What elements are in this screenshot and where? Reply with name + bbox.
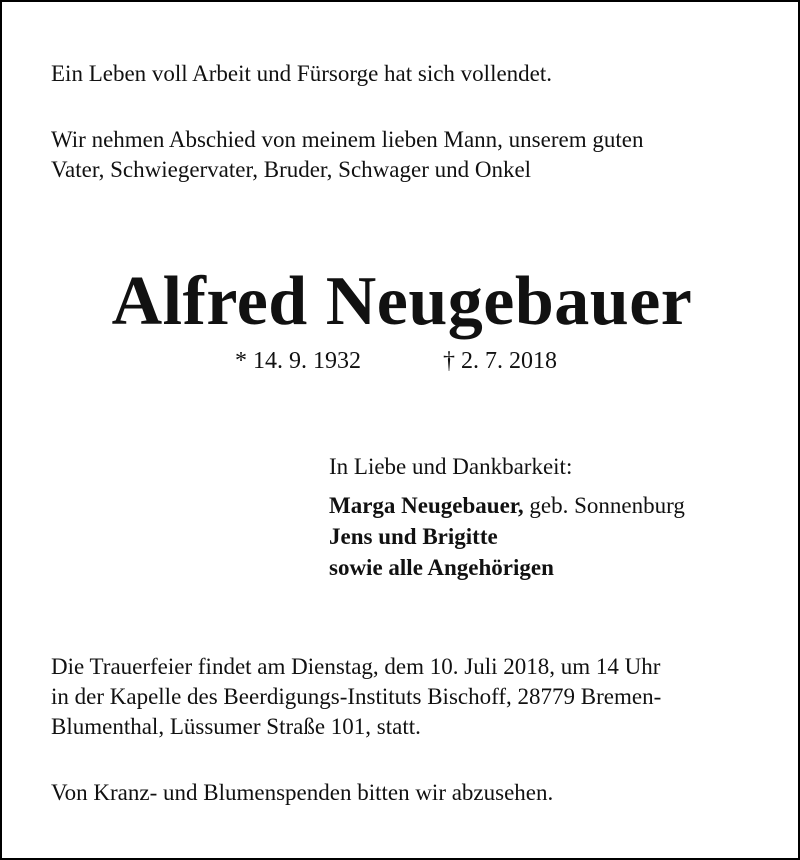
mourners-block	[329, 451, 685, 583]
intro-sentence	[51, 59, 552, 89]
funeral-line-2: in der Kapelle des Beerdigungs-Instituts Bischoff, 28779 Bremen-	[51, 684, 662, 709]
children-names: Jens und Brigitte	[329, 524, 498, 549]
birth-date: * 14. 9. 1932	[235, 348, 361, 374]
intro-line: Ein Leben voll Arbeit und Fürsorge hat sich vollendet.	[51, 61, 553, 86]
farewell-line-1: Wir nehmen Abschied von meinem lieben Mann, unserem guten	[51, 127, 644, 152]
farewell-line-2: Vater, Schwiegervater, Bruder, Schwager und Onkel	[51, 157, 532, 182]
closing-line: Von Kranz- und Blumenspenden bitten wir abzusehen.	[51, 780, 554, 805]
spouse-name: Marga Neugebauer,	[329, 493, 524, 518]
closing-note	[51, 778, 553, 808]
spouse-line	[329, 490, 685, 521]
death-date: † 2. 7. 2018	[443, 348, 557, 374]
funeral-details	[51, 652, 661, 742]
funeral-line-1: Die Trauerfeier findet am Dienstag, dem 10. Juli 2018, um 14 Uhr	[51, 654, 661, 679]
deceased-name: Alfred Neugebauer	[111, 263, 693, 340]
funeral-line-3: Blumenthal, Lüssumer Straße 101, statt.	[51, 714, 421, 739]
other-relatives: sowie alle Angehörigen	[329, 555, 554, 580]
spouse-maiden-name: geb. Sonnenburg	[523, 493, 685, 518]
mourners-heading: In Liebe und Dankbarkeit:	[329, 454, 573, 479]
farewell-paragraph	[51, 125, 643, 185]
